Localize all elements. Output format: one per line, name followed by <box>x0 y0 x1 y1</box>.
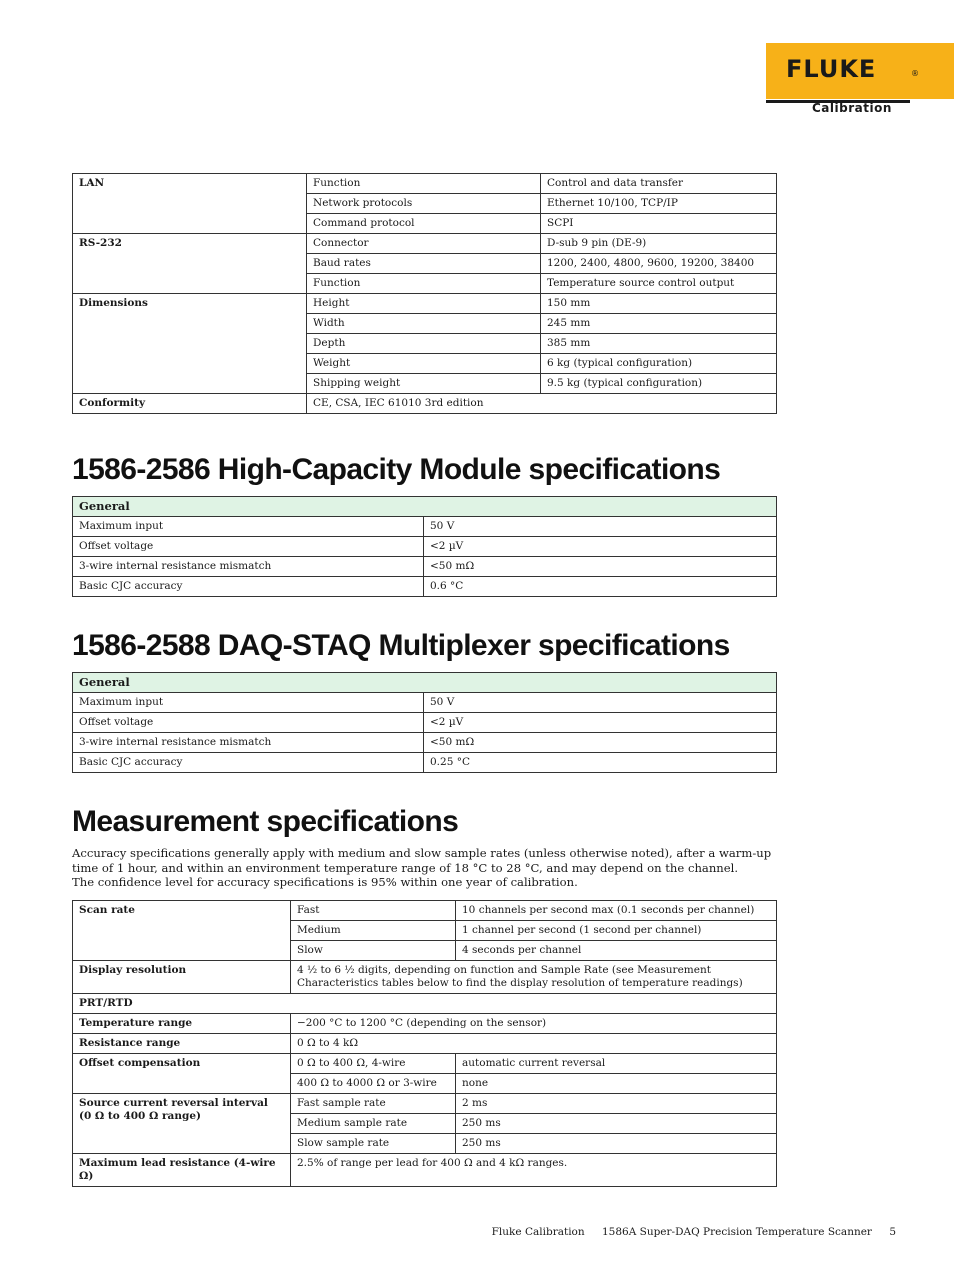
spec-name: 3-wire internal resistance mismatch <box>73 733 424 753</box>
spec-value: 0.25 °C <box>424 753 777 773</box>
spec-value: <2 µV <box>424 713 777 733</box>
table-row <box>73 733 777 753</box>
spec-name: Function <box>307 174 541 194</box>
spec-value: 150 mm <box>541 294 777 314</box>
table-row <box>73 537 777 557</box>
spec-name: Depth <box>307 334 541 354</box>
table-row <box>73 1014 777 1034</box>
spec-name: Shipping weight <box>307 374 541 394</box>
source-current-label-line2: (0 Ω to 400 Ω range) <box>79 1110 201 1122</box>
spec-name: Slow sample rate <box>291 1134 456 1154</box>
logo-subtitle: Calibration <box>812 101 892 115</box>
group-label: RS-232 <box>73 234 307 294</box>
spec-value: none <box>456 1074 777 1094</box>
spec-name: 0 Ω to 400 Ω, 4-wire <box>291 1054 456 1074</box>
spec-value: Ethernet 10/100, TCP/IP <box>541 194 777 214</box>
spec-value: 245 mm <box>541 314 777 334</box>
spec-value: 2 ms <box>456 1094 777 1114</box>
spec-name: Connector <box>307 234 541 254</box>
table-row <box>73 1034 777 1054</box>
table-row <box>73 517 777 537</box>
intro-paragraph: Accuracy specifications generally apply with medium and slow sample rates (unless otherwise noted), after a warm-up time of 1 hour, and within an environment temperature range of 18 °C to 28 °C, and may depend on the channel. <box>72 846 772 875</box>
display-resolution-label: Display resolution <box>73 961 291 994</box>
page-number: 5 <box>889 1226 896 1238</box>
group-label: Conformity <box>73 394 307 414</box>
spec-value: D-sub 9 pin (DE-9) <box>541 234 777 254</box>
daq-staq-multiplexer-table <box>72 672 777 773</box>
spec-name: Function <box>307 274 541 294</box>
spec-value: 50 V <box>424 693 777 713</box>
table-row <box>73 994 777 1014</box>
spec-value: <50 mΩ <box>424 733 777 753</box>
intro-confidence: The confidence level for accuracy specifications is 95% within one year of calibration. <box>72 875 578 890</box>
spec-value: 0 Ω to 4 kΩ <box>291 1034 777 1054</box>
spec-value: 1200, 2400, 4800, 9600, 19200, 38400 <box>541 254 777 274</box>
spec-value: 9.5 kg (typical configuration) <box>541 374 777 394</box>
spec-name: Height <box>307 294 541 314</box>
spec-value: 385 mm <box>541 334 777 354</box>
table-row <box>73 961 777 994</box>
temperature-range-label: Temperature range <box>73 1014 291 1034</box>
table-row <box>73 693 777 713</box>
table-header: General <box>73 673 777 693</box>
table-row <box>73 234 777 254</box>
spec-value: Temperature source control output <box>541 274 777 294</box>
prt-rtd-header: PRT/RTD <box>73 994 777 1014</box>
logo-registered-mark: ® <box>911 69 919 78</box>
resistance-range-label: Resistance range <box>73 1034 291 1054</box>
measurement-intro <box>72 846 792 890</box>
spec-name: Offset voltage <box>73 537 424 557</box>
spec-value: SCPI <box>541 214 777 234</box>
max-lead-resistance-label: Maximum lead resistance (4-wire Ω) <box>73 1154 291 1187</box>
logo-brand: FLUKE <box>786 55 877 83</box>
table-row <box>73 753 777 773</box>
section-title-daq-staq-multiplexer: 1586-2588 DAQ-STAQ Multiplexer specifications <box>72 629 730 662</box>
group-label: LAN <box>73 174 307 234</box>
section-title-high-capacity-module: 1586-2586 High-Capacity Module specifications <box>72 453 721 486</box>
spec-value: 4 ½ to 6 ½ digits, depending on function and Sample Rate (see Measurement Characteristics tables below to find the display resolution of temperature readings) <box>291 961 777 994</box>
offset-compensation-label: Offset compensation <box>73 1054 291 1094</box>
table-row <box>73 901 777 921</box>
table-row <box>73 394 777 414</box>
spec-value: automatic current reversal <box>456 1054 777 1074</box>
table-row <box>73 577 777 597</box>
spec-value: −200 °C to 1200 °C (depending on the sensor) <box>291 1014 777 1034</box>
spec-value: 250 ms <box>456 1134 777 1154</box>
spec-name: Medium <box>291 921 456 941</box>
high-capacity-module-table <box>72 496 777 597</box>
spec-name: 3-wire internal resistance mismatch <box>73 557 424 577</box>
spec-name: Medium sample rate <box>291 1114 456 1134</box>
spec-name: Baud rates <box>307 254 541 274</box>
table-row <box>73 1154 777 1187</box>
spec-name: Network protocols <box>307 194 541 214</box>
spec-value: 4 seconds per channel <box>456 941 777 961</box>
fluke-logo <box>766 43 954 99</box>
page-footer <box>478 1226 896 1238</box>
scan-rate-label: Scan rate <box>73 901 291 961</box>
interfaces-spec-table <box>72 173 777 414</box>
spec-name: Weight <box>307 354 541 374</box>
section-title-measurement-specifications: Measurement specifications <box>72 805 459 838</box>
measurement-spec-table <box>72 900 777 1187</box>
spec-value: 6 kg (typical configuration) <box>541 354 777 374</box>
spec-name: Basic CJC accuracy <box>73 577 424 597</box>
spec-value: <50 mΩ <box>424 557 777 577</box>
spec-name: 400 Ω to 4000 Ω or 3-wire <box>291 1074 456 1094</box>
spec-name: Fast sample rate <box>291 1094 456 1114</box>
table-header-row <box>73 673 777 693</box>
spec-value: 10 channels per second max (0.1 seconds per channel) <box>456 901 777 921</box>
table-row <box>73 174 777 194</box>
source-current-label <box>73 1094 291 1154</box>
spec-value: 250 ms <box>456 1114 777 1134</box>
spec-name: Maximum input <box>73 693 424 713</box>
table-row <box>73 557 777 577</box>
footer-product: 1586A Super-DAQ Precision Temperature Scanner <box>601 1226 872 1238</box>
spec-name: Offset voltage <box>73 713 424 733</box>
spec-value: 2.5% of range per lead for 400 Ω and 4 kΩ ranges. <box>291 1154 777 1187</box>
table-header-row <box>73 497 777 517</box>
table-row <box>73 1054 777 1074</box>
spec-name: Basic CJC accuracy <box>73 753 424 773</box>
spec-name: Maximum input <box>73 517 424 537</box>
spec-name: Command protocol <box>307 214 541 234</box>
table-row <box>73 294 777 314</box>
group-label: Dimensions <box>73 294 307 394</box>
table-row <box>73 1094 777 1114</box>
spec-value: 50 V <box>424 517 777 537</box>
spec-value: 1 channel per second (1 second per channel) <box>456 921 777 941</box>
spec-name: Slow <box>291 941 456 961</box>
spec-value: CE, CSA, IEC 61010 3rd edition <box>307 394 777 414</box>
source-current-label-line1: Source current reversal interval <box>79 1097 268 1109</box>
spec-value: 0.6 °C <box>424 577 777 597</box>
footer-company: Fluke Calibration <box>491 1226 585 1238</box>
table-row <box>73 713 777 733</box>
spec-name: Width <box>307 314 541 334</box>
spec-name: Fast <box>291 901 456 921</box>
table-header: General <box>73 497 777 517</box>
spec-value: Control and data transfer <box>541 174 777 194</box>
spec-value: <2 µV <box>424 537 777 557</box>
